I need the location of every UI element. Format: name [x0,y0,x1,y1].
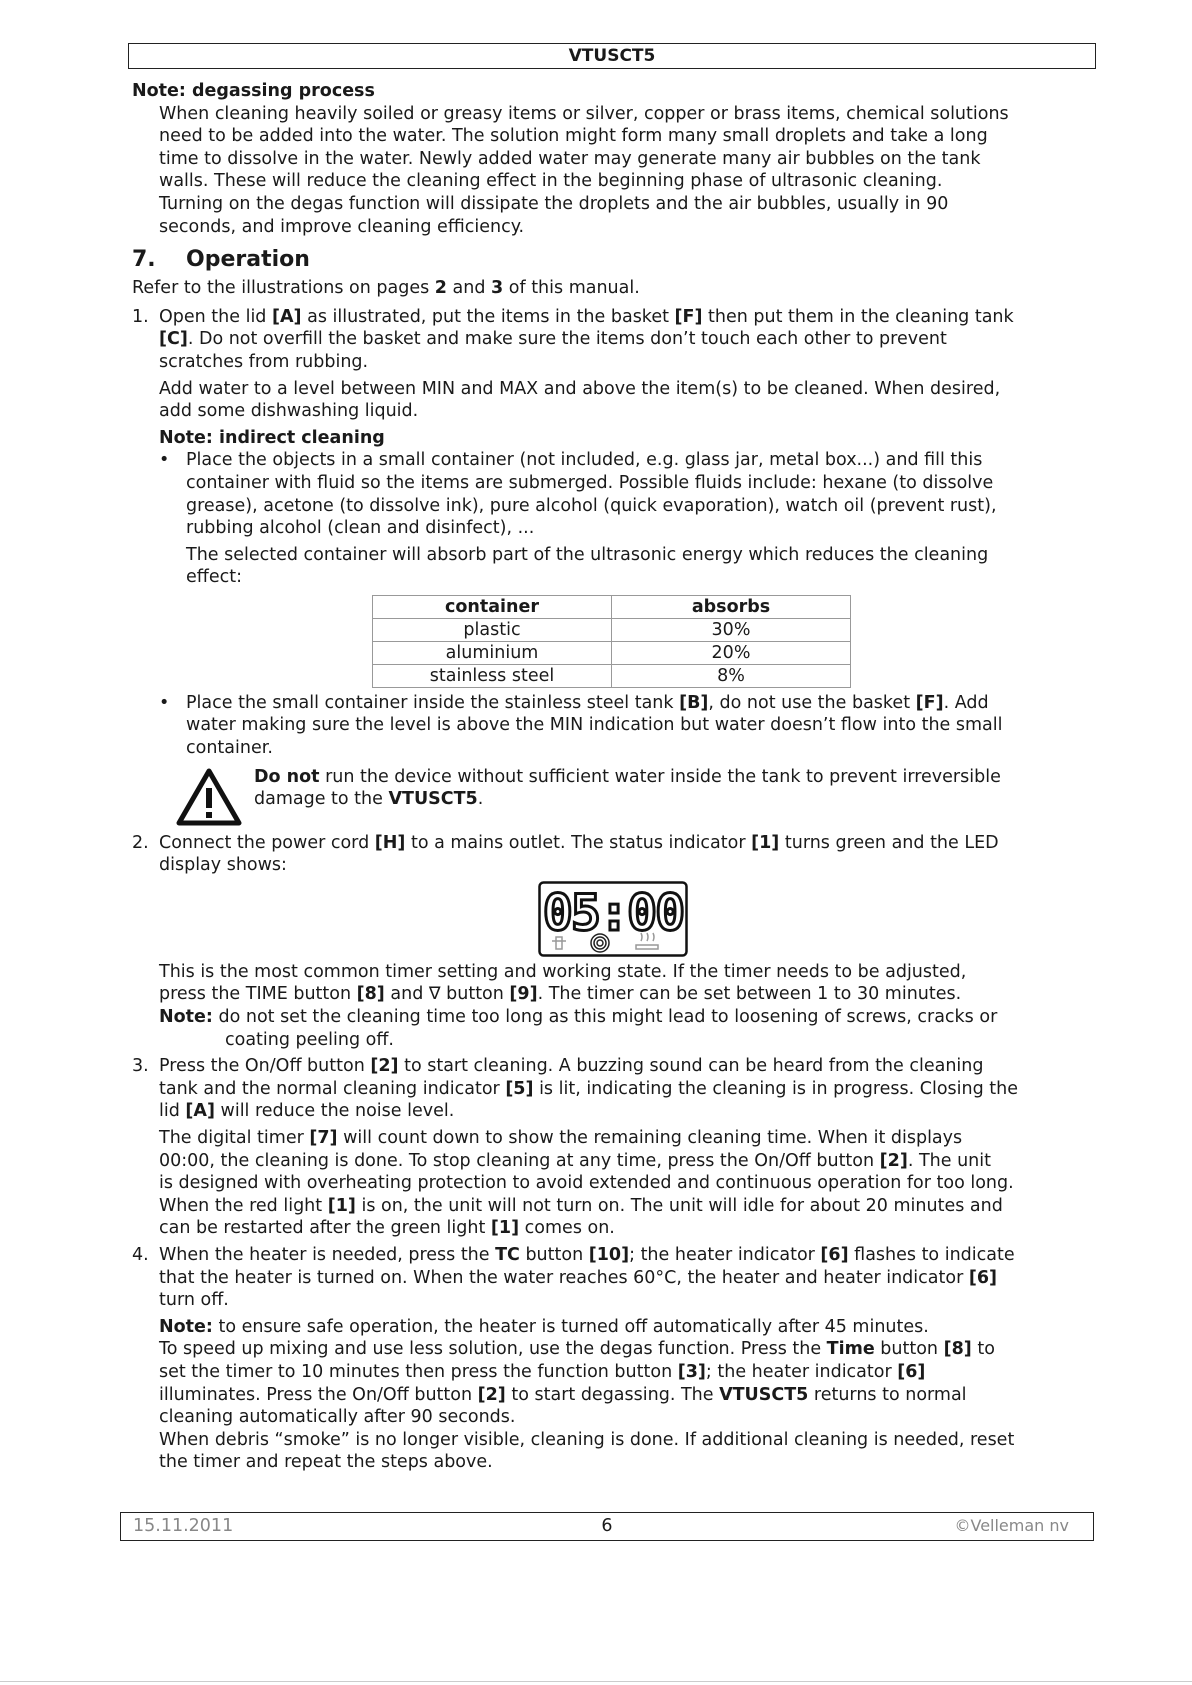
degassing-note [132,80,1092,238]
note-label: Note: [159,1007,213,1028]
table-cell: plastic [373,618,612,641]
footer-copyright: ©Velleman nv [954,1516,1069,1535]
table-cell: 8% [612,664,851,687]
table-cell: 30% [612,618,851,641]
table-header: container [373,595,612,618]
table-header: absorbs [612,595,851,618]
table-cell: stainless steel [373,664,612,687]
degassing-note-line: When cleaning heavily soiled or greasy items or silver, copper or brass items, chemical solutions [159,103,1009,124]
section-heading [132,246,1092,274]
absorption-table [372,595,851,688]
step-number: 4. [132,1244,149,1265]
lcd-digits: 05:00 [542,883,684,942]
degassing-note-title: Note: degassing process [132,81,375,101]
step-3: 3. Press the On/Off button [2] to start cleaning. A buzzing sound can be heard from the cleaning tank and the normal cleaning indicator [5] is lit, indicating the cleaning is in progress. Closing the lid [A] will reduce the noise level. The digital timer [7] will count down to show the remaining cleaning time. When it displays 00:00, the cleaning is done. To stop cleaning at any time, press the On/Off button [2]. The unit is designed with overheating protection to avoid extended and continuous operation for too long. When the red light [1] is on, the unit will not turn on. The unit will idle for about 20 minutes and can be restarted after the green light [1] comes on. [132,1056,1019,1239]
bullet-dot: • [159,450,170,471]
page-header [128,43,1096,69]
section-number: 7. [132,247,156,273]
page-footer [120,1512,1094,1541]
step-number: 3. [132,1056,149,1077]
step-1: 1. Open the lid [A] as illustrated, put the items in the basket [F] then put them in the cleaning tank [C]. Do not overfill the basket and make sure the items don’t touch each other to prevent scratches from rubbing. Add water to a level between MIN and MAX and above the item(s) to be cleaned. When desired, add some dishwashing liquid. Note: indirect cleaning [132,306,1092,450]
page-content [132,80,1092,1474]
table-cell: aluminium [373,641,612,664]
intro-paragraph: Refer to the illustrations on pages 2 and 3 of this manual. [132,278,640,299]
note-label: Note: [159,1316,213,1337]
lcd-display-icon [538,881,688,957]
step-2: 2. Connect the power cord [H] to a mains outlet. The status indicator [1] turns green and the LED display shows: [132,832,999,876]
degassing-note-line: walls. These will reduce the cleaning effect in the beginning phase of ultrasonic cleaning. [159,171,943,192]
header-title: VTUSCT5 [568,46,656,66]
degassing-note-line: Turning on the degas function will dissipate the droplets and the air bubbles, usually in 90 [159,193,949,214]
table-row [373,641,851,664]
lcd-display-figure [132,879,1092,961]
degassing-note-line: seconds, and improve cleaning efficiency. [159,216,525,237]
degassing-note-line: need to be added into the water. The solution might form many small droplets and take a long [159,126,988,147]
bullet-dot: • [159,692,170,713]
bullet-item: • Place the small container inside the stainless steel tank [B], do not use the basket [F]. Add water making sure the level is above the MIN indication but water doesn’t flow into the small container. [159,692,1003,759]
table-header-row [373,595,851,618]
section-title: Operation [186,247,310,273]
table-row [373,664,851,687]
indirect-cleaning-note-title: Note: indirect cleaning [159,427,385,448]
step-number: 1. [132,306,149,327]
degassing-note-line: time to dissolve in the water. Newly added water may generate many air bubbles on the tank [159,148,981,169]
step-2-continued: This is the most common timer setting and working state. If the timer needs to be adjusted, press the TIME button [8] and ∇ button [9]. The timer can be set between 1 to 30 minutes. Note: do not set the cleaning time too long as this might lead to loosening of screws, cracks or coating peeling off. [159,961,998,1050]
step-number: 2. [132,832,149,853]
bullet-item: • Place the objects in a small container (not included, e.g. glass jar, metal box...) and fill this container with fluid so the items are submerged. Possible fluids include: hexane (to dissolve grease), acetone (to dissolve ink), pure alcohol (quick evaporation), watch oil (prevent rust), rubbing alcohol (clean and disinfect), ... The selected container will absorb part of the ultrasonic energy which reduces the cleaning effect: [159,450,997,588]
bottom-divider [0,1681,1192,1682]
warning-triangle-icon [176,768,242,826]
footer-date: 15.11.2011 [133,1516,234,1536]
page-number: 6 [601,1516,613,1536]
table-cell: 20% [612,641,851,664]
table-row [373,618,851,641]
warning-emphasis: Do not [254,766,320,787]
step-4: 4. When the heater is needed, press the TC button [10]; the heater indicator [6] flashes to indicate that the heater is turned on. When the water reaches 60°C, the heater and heater indicator [6] turn off. Note: to ensure safe operation, the heater is turned off automatically after 45 minutes. To speed up mixing and use less solution, use the degas function. Press the Time button [8] to set the timer to 10 minutes then press the function button [3]; the heater indicator [6] illuminates. Press the On/Off button [2] to start degassing. The VTUSCT5 returns to normal cleaning automatically after 90 seconds. When debris “smoke” is no longer visible, cleaning is done. If additional cleaning is needed, reset the timer and repeat the steps above. [132,1244,1015,1473]
warning-block: Do not run the device without sufficient water inside the tank to prevent irreversible damage to the VTUSCT5. [132,766,1092,826]
